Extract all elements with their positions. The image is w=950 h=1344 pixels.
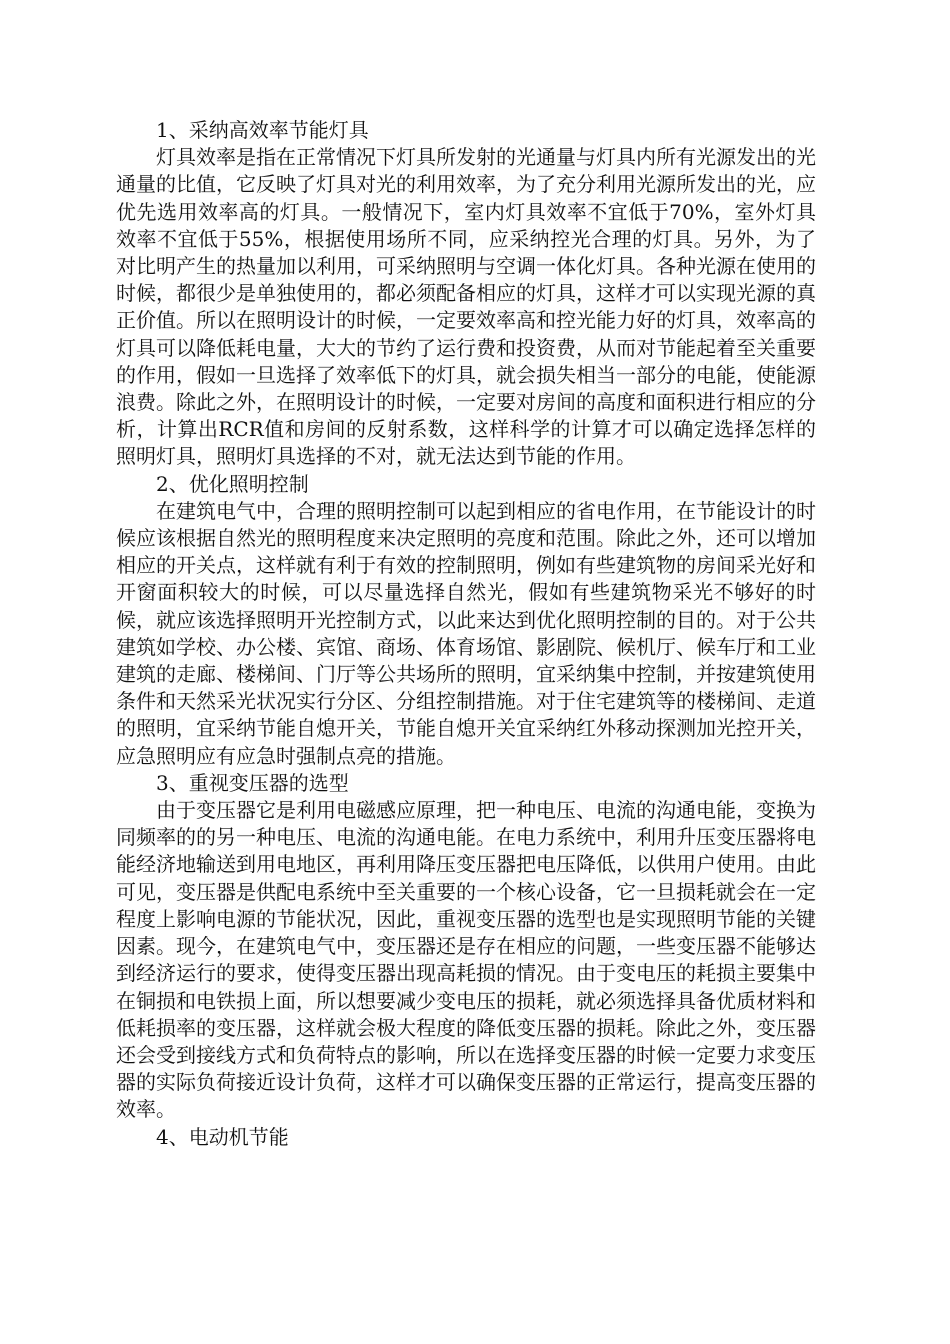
section-heading-4: 4、电动机节能: [156, 1124, 289, 1149]
section-heading-3: 3、重视变压器的选型: [156, 770, 349, 795]
document-body: [116, 117, 816, 1151]
section-paragraph-1: 灯具效率是指在正常情况下灯具所发射的光通量与灯具内所有光源发出的光通量的比值，它反映了灯具对光的利用效率，为了充分利用光源所发出的光，应优先选用效率高的灯具。一般情况下，室内灯具效率不宜低于70%，室外灯具效率不宜低于55%，根据使用场所不同，应采纳控光合理的灯具。另外，为了对比明产生的热量加以利用，可采纳照明与空调一体化灯具。各种光源在使用的时候，都很少是单独使用的，都必须配备相应的灯具，这样才可以实现光源的真正价值。所以在照明设计的时候，一定要效率高和控光能力好的灯具，效率高的灯具可以降低耗电量，大大的节约了运行费和投资费，从而对节能起着至关重要的作用，假如一旦选择了效率低下的灯具，就会损失相当一部分的电能，使能源浪费。除此之外，在照明设计的时候，一定要对房间的高度和面积进行相应的分析，计算出RCR值和房间的反射系数，这样科学的计算才可以确定选择怎样的照明灯具，照明灯具选择的不对，就无法达到节能的作用。: [116, 145, 816, 469]
section-paragraph-2: 在建筑电气中，合理的照明控制可以起到相应的省电作用，在节能设计的时候应该根据自然光的照明程度来决定照明的亮度和范围。除此之外，还可以增加相应的开关点，这样就有利于有效的控制照明，例如有些建筑物的房间采光好和开窗面积较大的时候，可以尽量选择自然光，假如有些建筑物采光不够好的时候，就应该选择照明开光控制方式，以此来达到优化照明控制的目的。对于公共建筑如学校、办公楼、宾馆、商场、体育场馆、影剧院、候机厅、候车厅和工业建筑的走廊、楼梯间、门厅等公共场所的照明，宜采纳集中控制，并按建筑使用条件和天然采光状况实行分区、分组控制措施。对于住宅建筑等的楼梯间、走道的照明，宜采纳节能自熄开关，节能自熄开关宜采纳红外移动探测加光控开关，应急照明应有应急时强制点亮的措施。: [116, 498, 816, 768]
section-paragraph-3: 由于变压器它是利用电磁感应原理，把一种电压、电流的沟通电能，变换为同频率的的另一种电压、电流的沟通电能。在电力系统中，利用升压变压器将电能经济地输送到用电地区，再利用降压变压器把电压降低，以供用户使用。由此可见，变压器是供配电系统中至关重要的一个核心设备，它一旦损耗就会在一定程度上影响电源的节能状况，因此，重视变压器的选型也是实现照明节能的关键因素。现今，在建筑电气中，变压器还是存在相应的问题，一些变压器不能够达到经济运行的要求，使得变压器出现高耗损的情况。由于变电压的耗损主要集中在铜损和电铁损上面，所以想要减少变电压的损耗，就必须选择具备优质材料和低耗损率的变压器，这样就会极大程度的降低变压器的损耗。除此之外，变压器还会受到接线方式和负荷特点的影响，所以在选择变压器的时候一定要力求变压器的实际负荷接近设计负荷，这样才可以确保变压器的正常运行，提高变压器的效率。: [116, 798, 816, 1122]
section-heading-1: 1、采纳高效率节能灯具: [156, 118, 369, 142]
section-heading-2: 2、优化照明控制: [156, 471, 309, 496]
